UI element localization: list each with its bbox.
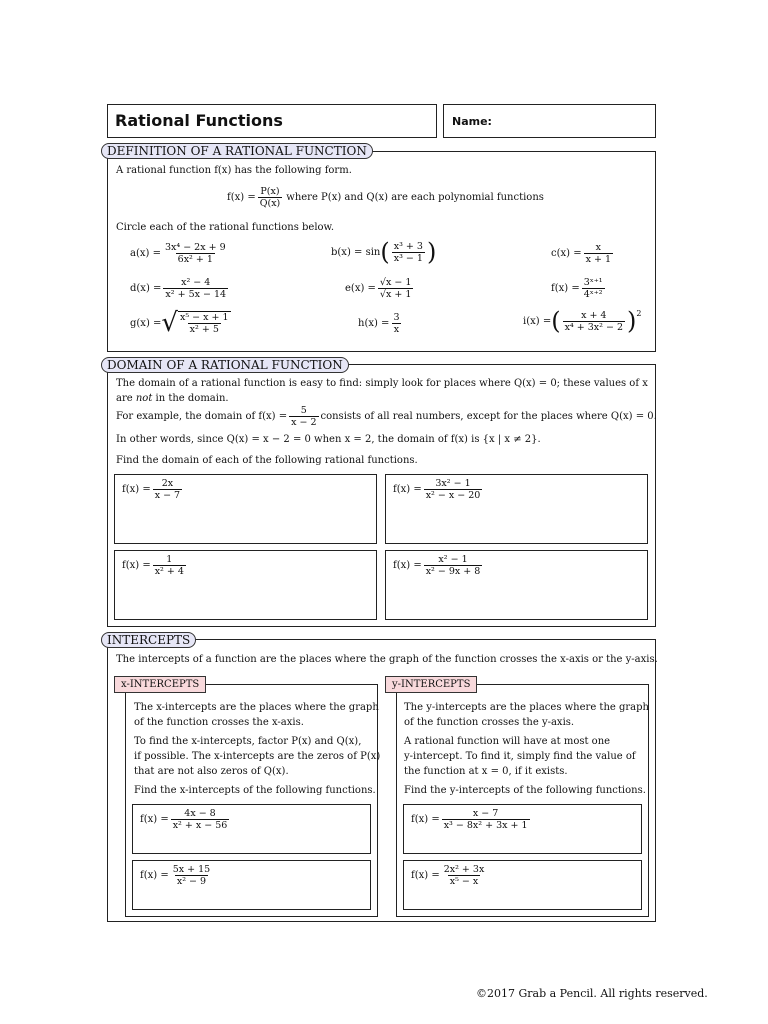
dp2-den: x² − x − 20 bbox=[425, 490, 481, 501]
x-p2 bbox=[134, 734, 380, 779]
func-i[interactable] bbox=[523, 309, 641, 333]
yp2-num: 2x² + 3x bbox=[443, 864, 485, 875]
func-c[interactable] bbox=[551, 242, 615, 265]
func-c-num: x bbox=[595, 242, 601, 253]
x-p2b: if possible. The x-intercepts are the zeros of P(x) bbox=[134, 751, 381, 762]
domain-ex-frac bbox=[289, 405, 318, 428]
domain-p1b-em: not bbox=[135, 393, 153, 404]
circle-prompt: Circle each of the rational functions below. bbox=[116, 222, 335, 233]
x-prompt: Find the x-intercepts of the following functions. bbox=[134, 785, 376, 796]
yp1-num: x − 7 bbox=[472, 808, 499, 819]
func-c-lhs: c(x) = bbox=[551, 248, 582, 259]
page-title: Rational Functions bbox=[115, 111, 283, 130]
xp2-num: 5x + 15 bbox=[172, 864, 211, 875]
domain-tag: DOMAIN OF A RATIONAL FUNCTION bbox=[101, 357, 349, 373]
func-b-frac bbox=[392, 241, 425, 264]
definition-tag: DEFINITION OF A RATIONAL FUNCTION bbox=[101, 143, 373, 159]
intercepts-intro: The intercepts of a function are the places where the graph of the function crosses the x-axis or the y-axis. bbox=[116, 654, 658, 665]
domain-problem-2[interactable] bbox=[385, 474, 648, 544]
xp1-lhs: f(x) = bbox=[140, 814, 169, 825]
func-a-den: 6x² + 1 bbox=[177, 254, 213, 265]
domain-ex-post: consists of all real numbers, except for the places where Q(x) = 0. bbox=[320, 411, 657, 422]
func-a-frac bbox=[163, 242, 228, 265]
form-den: Q(x) bbox=[259, 198, 281, 209]
domain-problem-4[interactable] bbox=[385, 550, 648, 620]
y-problem-1[interactable] bbox=[403, 804, 642, 854]
y-problem-2[interactable] bbox=[403, 860, 642, 910]
domain-prompt: Find the domain of each of the following rational functions. bbox=[116, 455, 418, 466]
func-b-lhs: b(x) = sin bbox=[331, 246, 381, 258]
domain-p1b: in the domain. bbox=[152, 393, 229, 404]
func-e-num: √x − 1 bbox=[379, 277, 412, 288]
func-i-lhs: i(x) = bbox=[523, 315, 552, 327]
domain-problem-2-expr bbox=[393, 478, 484, 501]
func-h-lhs: h(x) = bbox=[358, 318, 390, 329]
dp2-lhs: f(x) = bbox=[393, 484, 422, 495]
dp4-lhs: f(x) = bbox=[393, 560, 422, 571]
form-desc: where P(x) and Q(x) are each polynomial functions bbox=[286, 192, 544, 203]
xp2-lhs: f(x) = bbox=[140, 870, 169, 881]
rational-form bbox=[227, 186, 544, 209]
func-i-frac bbox=[563, 310, 625, 333]
y-p1 bbox=[404, 700, 649, 730]
xp2-frac bbox=[171, 864, 213, 887]
paren-left-i: ( bbox=[551, 307, 561, 335]
x-p2a: To find the x-intercepts, factor P(x) and Q(x), bbox=[134, 736, 362, 747]
dp1-frac bbox=[153, 478, 182, 501]
xp2-den: x² − 9 bbox=[176, 876, 207, 887]
domain-problem-4-expr bbox=[393, 554, 484, 577]
func-h-den: x bbox=[393, 324, 400, 335]
func-b-num: x³ + 3 bbox=[393, 240, 423, 252]
domain-problem-1[interactable] bbox=[114, 474, 377, 544]
yp1-frac bbox=[442, 808, 530, 831]
func-f[interactable] bbox=[551, 277, 607, 300]
domain-ex-pre: For example, the domain of f(x) = bbox=[116, 411, 288, 422]
y-p2b: y-intercept. To find it, simply find the value of bbox=[404, 751, 636, 762]
dp4-num: x² − 1 bbox=[438, 554, 468, 565]
y-intercepts-tag: y-INTERCEPTS bbox=[385, 676, 477, 693]
func-b-den: x³ − 1 bbox=[393, 252, 423, 264]
func-a-lhs: a(x) = bbox=[130, 248, 161, 259]
domain-ex-num: 5 bbox=[300, 405, 307, 416]
func-a[interactable] bbox=[130, 242, 230, 265]
func-e[interactable] bbox=[345, 277, 415, 300]
func-g[interactable] bbox=[130, 308, 233, 338]
x-p1a: The x-intercepts are the places where the graph bbox=[134, 702, 379, 713]
domain-p1a: The domain of a rational function is easy to find: simply look for places where Q(x) = 0; these values of x are bbox=[116, 378, 648, 404]
dp3-den: x² + 4 bbox=[154, 566, 184, 577]
func-i-den: x⁴ + 3x² − 2 bbox=[564, 321, 623, 333]
y-p1b: of the function crosses the y-axis. bbox=[404, 717, 575, 728]
func-f-num: 3ˣ⁺¹ bbox=[583, 277, 603, 288]
func-i-exp: 2 bbox=[636, 309, 642, 318]
x-p1 bbox=[134, 700, 379, 730]
func-g-lhs: g(x) = bbox=[130, 317, 162, 329]
paren-left: ( bbox=[380, 238, 390, 266]
y-prompt: Find the y-intercepts of the following functions. bbox=[404, 785, 646, 796]
form-lhs: f(x) = bbox=[227, 192, 256, 203]
y-p2 bbox=[404, 734, 636, 779]
dp1-lhs: f(x) = bbox=[122, 484, 151, 495]
intercepts-tag: INTERCEPTS bbox=[101, 632, 196, 648]
func-h-frac bbox=[391, 312, 401, 335]
dp3-num: 1 bbox=[166, 554, 173, 565]
title-box bbox=[107, 104, 437, 138]
domain-example bbox=[116, 405, 657, 428]
dp1-den: x − 7 bbox=[154, 490, 181, 501]
yp2-frac bbox=[442, 864, 487, 887]
paren-right: ) bbox=[426, 238, 437, 266]
form-num: P(x) bbox=[260, 186, 280, 197]
dp2-num: 3x² − 1 bbox=[435, 478, 471, 489]
func-c-den: x + 1 bbox=[585, 254, 612, 265]
func-b[interactable] bbox=[331, 240, 436, 264]
domain-problem-3[interactable] bbox=[114, 550, 377, 620]
func-d[interactable] bbox=[130, 277, 230, 300]
dp4-frac bbox=[424, 554, 483, 577]
x-problem-2[interactable] bbox=[132, 860, 371, 910]
func-g-frac bbox=[178, 311, 231, 335]
func-g-den: x² + 5 bbox=[189, 324, 219, 335]
y-problem-1-expr bbox=[411, 808, 532, 831]
paren-right-i: ) bbox=[627, 307, 637, 335]
x-intercepts-tag: x-INTERCEPTS bbox=[114, 676, 206, 693]
name-label: Name: bbox=[452, 115, 492, 128]
dp2-frac bbox=[424, 478, 483, 501]
domain-problem-3-expr bbox=[122, 554, 188, 577]
func-f-den: 4ˣ⁺² bbox=[583, 289, 603, 300]
func-f-lhs: f(x) = bbox=[551, 283, 580, 294]
y-p2a: A rational function will have at most one bbox=[404, 736, 611, 747]
yp1-den: x³ − 8x² + 3x + 1 bbox=[443, 820, 528, 831]
copyright-footer: ©2017 Grab a Pencil. All rights reserved. bbox=[476, 987, 708, 1000]
dp3-lhs: f(x) = bbox=[122, 560, 151, 571]
form-fraction bbox=[258, 186, 283, 209]
xp1-num: 4x − 8 bbox=[184, 808, 216, 819]
x-problem-2-expr bbox=[140, 864, 214, 887]
func-i-num: x + 4 bbox=[581, 309, 607, 321]
x-problem-1[interactable] bbox=[132, 804, 371, 854]
func-d-frac bbox=[163, 277, 228, 300]
dp1-num: 2x bbox=[161, 478, 174, 489]
domain-problem-1-expr bbox=[122, 478, 184, 501]
sqrt-sign: √ bbox=[161, 308, 178, 338]
x-p1b: of the function crosses the x-axis. bbox=[134, 717, 304, 728]
yp2-lhs: f(x) = bbox=[411, 870, 440, 881]
xp1-frac bbox=[171, 808, 230, 831]
func-d-lhs: d(x) = bbox=[130, 283, 162, 294]
func-e-frac bbox=[378, 277, 413, 300]
func-c-frac bbox=[584, 242, 613, 265]
func-d-den: x² + 5x − 14 bbox=[165, 289, 227, 300]
x-problem-1-expr bbox=[140, 808, 231, 831]
yp2-den: x⁵ − x bbox=[449, 876, 479, 887]
domain-p3: In other words, since Q(x) = x − 2 = 0 when x = 2, the domain of f(x) is {x | x ≠ 2}. bbox=[116, 434, 541, 445]
y-p2c: the function at x = 0, if it exists. bbox=[404, 766, 568, 777]
func-e-den: √x + 1 bbox=[379, 289, 412, 300]
y-problem-2-expr bbox=[411, 864, 488, 887]
y-p1a: The y-intercepts are the places where the graph bbox=[404, 702, 649, 713]
definition-intro: A rational function f(x) has the following form. bbox=[116, 165, 352, 176]
func-h[interactable] bbox=[358, 312, 404, 335]
yp1-lhs: f(x) = bbox=[411, 814, 440, 825]
func-a-num: 3x⁴ − 2x + 9 bbox=[164, 242, 226, 253]
func-h-num: 3 bbox=[393, 312, 400, 323]
domain-ex-den: x − 2 bbox=[291, 417, 317, 428]
domain-p1 bbox=[116, 376, 648, 406]
func-e-lhs: e(x) = bbox=[345, 283, 376, 294]
func-f-frac bbox=[582, 277, 605, 300]
dp3-frac bbox=[153, 554, 186, 577]
func-g-num: x⁵ − x + 1 bbox=[179, 312, 229, 323]
name-box[interactable] bbox=[443, 104, 656, 138]
func-d-num: x² − 4 bbox=[181, 277, 211, 288]
dp4-den: x² − 9x + 8 bbox=[425, 566, 481, 577]
x-p2c: that are not also zeros of Q(x). bbox=[134, 766, 289, 777]
xp1-den: x² + x − 56 bbox=[172, 820, 228, 831]
